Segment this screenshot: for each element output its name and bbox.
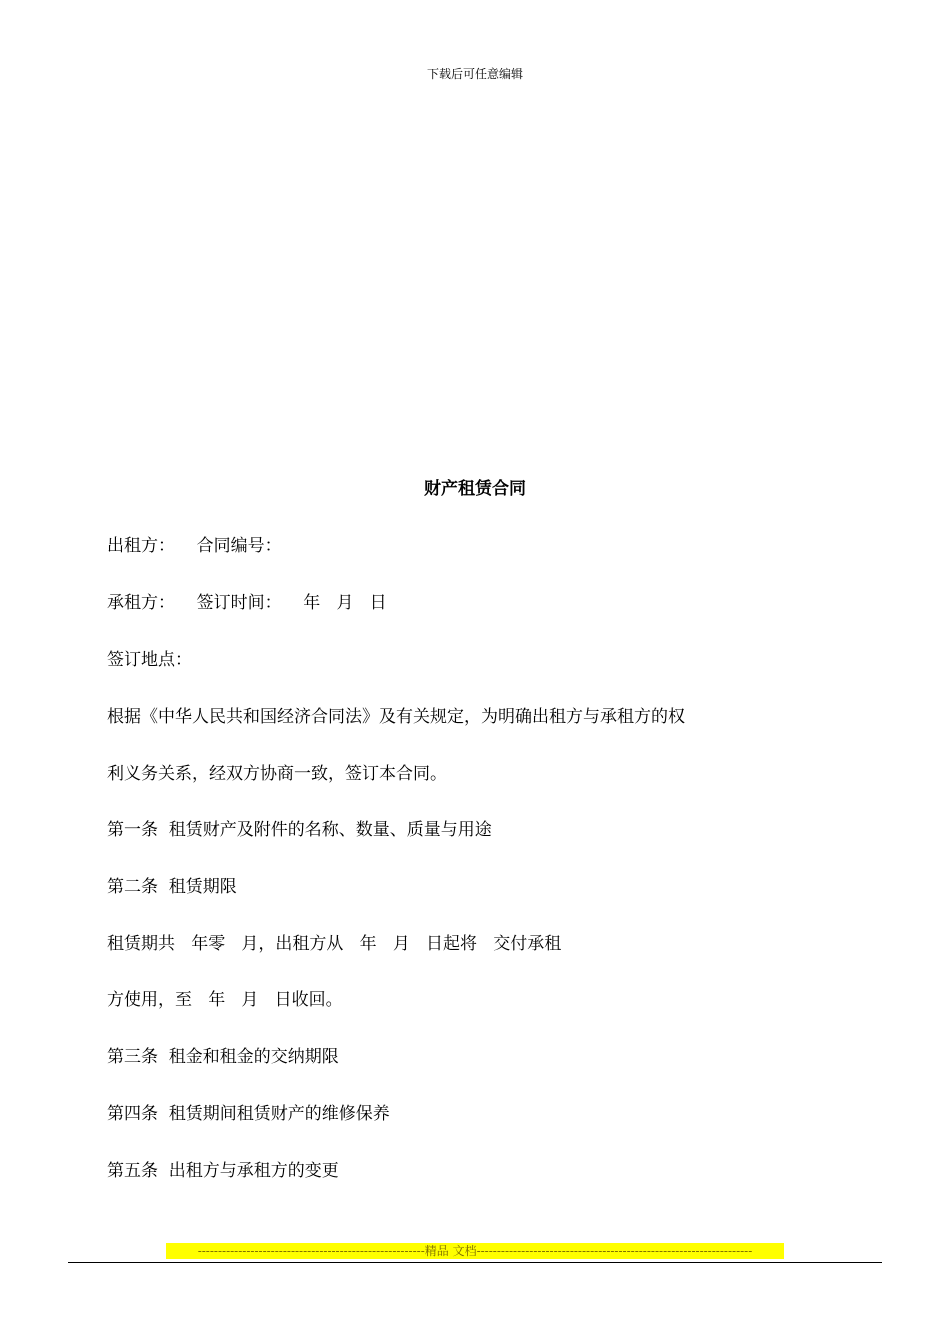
footer-banner: --------------------------------------------------------精品 文档-------------------------------------------------------------------- bbox=[166, 1243, 784, 1259]
line-lessee: 承租方： 签订时间： 年 月 日 bbox=[107, 593, 387, 613]
line-article-3: 第三条 租金和租金的交纳期限 bbox=[107, 1047, 339, 1067]
line-lessor: 出租方： 合同编号： bbox=[107, 536, 282, 556]
line-article-4: 第四条 租赁期间租赁财产的维修保养 bbox=[107, 1104, 390, 1124]
line-preamble-2: 利义务关系，经双方协商一致，签订本合同。 bbox=[107, 764, 447, 784]
line-signing-place: 签订地点： bbox=[107, 650, 192, 670]
footer-rule bbox=[68, 1262, 882, 1263]
header-note: 下载后可任意编辑 bbox=[426, 67, 523, 81]
line-article-1: 第一条 租赁财产及附件的名称、数量、质量与用途 bbox=[107, 820, 492, 840]
line-preamble-1: 根据《中华人民共和国经济合同法》及有关规定，为明确出租方与承租方的权 bbox=[107, 707, 685, 727]
document-title: 财产租赁合同 bbox=[424, 479, 526, 499]
line-article-2: 第二条 租赁期限 bbox=[107, 877, 237, 897]
line-lease-term-2: 方使用，至 年 月 日收回。 bbox=[107, 990, 343, 1010]
line-lease-term-1: 租赁期共 年零 月，出租方从 年 月 日起将 交付承租 bbox=[107, 934, 562, 954]
line-article-5: 第五条 出租方与承租方的变更 bbox=[107, 1161, 339, 1181]
